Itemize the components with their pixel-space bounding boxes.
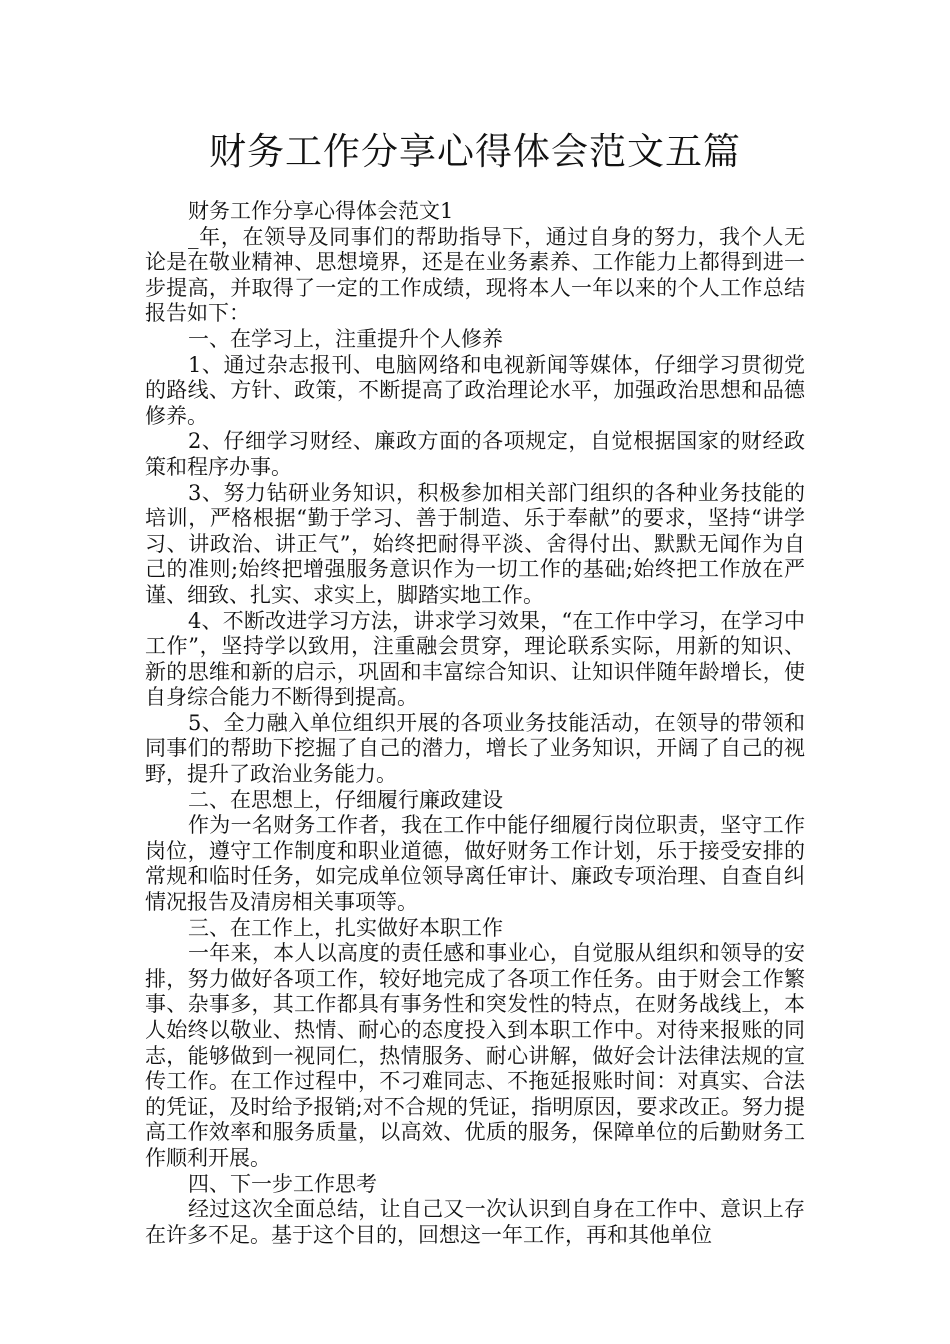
section-heading-next-steps: 四、下一步工作思考: [188, 1171, 377, 1196]
paragraph-study-item-5: 5、全力融入单位组织开展的各项业务技能活动，在领导的带领和同事们的帮助下挖掘了自己的潜力，增长了业务知识，开阔了自己的视野，提升了政治业务能力。: [145, 710, 805, 787]
paragraph-next-steps: 经过这次全面总结，让自己又一次认识到自身在工作中、意识上存在许多不足。基于这个目的，回想这一年工作，再和其他单位: [145, 1197, 805, 1247]
paragraph-thought: 作为一名财务工作者，我在工作中能仔细履行岗位职责，坚守工作岗位，遵守工作制度和职业道德，做好财务工作计划，乐于接受安排的常规和临时任务，如完成单位领导离任审计、廉政专项治理、自查自纠情况报告及清房相关事项等。: [145, 813, 805, 915]
section-heading-study: 一、在学习上，注重提升个人修养: [188, 326, 503, 351]
section-heading-essay-1: 财务工作分享心得体会范文1: [188, 199, 454, 223]
paragraph-study-item-2: 2、仔细学习财经、廉政方面的各项规定，自觉根据国家的财经政策和程序办事。: [145, 429, 805, 479]
paragraph-intro: _年，在领导及同事们的帮助指导下，通过自身的努力，我个人无论是在敬业精神、思想境界，还是在业务素养、工作能力上都得到进一步提高，并取得了一定的工作成绩，现将本人一年以来的个人工作总结报告如下：: [145, 224, 805, 326]
paragraph-study-item-4: 4、不断改进学习方法，讲求学习效果，“在工作中学习，在学习中工作”，坚持学以致用，注重融会贯穿，理论联系实际，用新的知识、新的思维和新的启示，巩固和丰富综合知识、让知识伴随年龄增长，使自身综合能力不断得到提高。: [145, 608, 805, 710]
paragraph-study-item-3: 3、努力钻研业务知识，积极参加相关部门组织的各种业务技能的培训，严格根据“勤于学习、善于制造、乐于奉献”的要求，坚持“讲学习、讲政治、讲正气”，始终把耐得平淡、舍得付出、默默无闻作为自己的准则;始终把增强服务意识作为一切工作的基础;始终把工作放在严谨、细致、扎实、求实上，脚踏实地工作。: [145, 480, 805, 607]
paragraph-study-item-1: 1、通过杂志报刊、电脑网络和电视新闻等媒体，仔细学习贯彻党的路线、方针、政策，不断提高了政治理论水平，加强政治思想和品德修养。: [145, 352, 805, 428]
paragraph-work: 一年来，本人以高度的责任感和事业心，自觉服从组织和领导的安排，努力做好各项工作，较好地完成了各项工作任务。由于财会工作繁事、杂事多，其工作都具有事务性和突发性的特点，在财务战线上，本人始终以敬业、热情、耐心的态度投入到本职工作中。对待来报账的同志，能够做到一视同仁，热情服务、耐心讲解，做好会计法律法规的宣传工作。在工作过程中，不刁难同志、不拖延报账时间：对真实、合法的凭证，及时给予报销;对不合规的凭证，指明原因，要求改正。努力提高工作效率和服务质量，以高效、优质的服务，保障单位的后勤财务工作顺利开展。: [145, 941, 805, 1170]
section-heading-work: 三、在工作上，扎实做好本职工作: [188, 915, 503, 940]
section-heading-thought: 二、在思想上，仔细履行廉政建设: [188, 787, 503, 812]
document-body: [145, 199, 805, 1248]
document-title: 财务工作分享心得体会范文五篇: [209, 130, 741, 173]
